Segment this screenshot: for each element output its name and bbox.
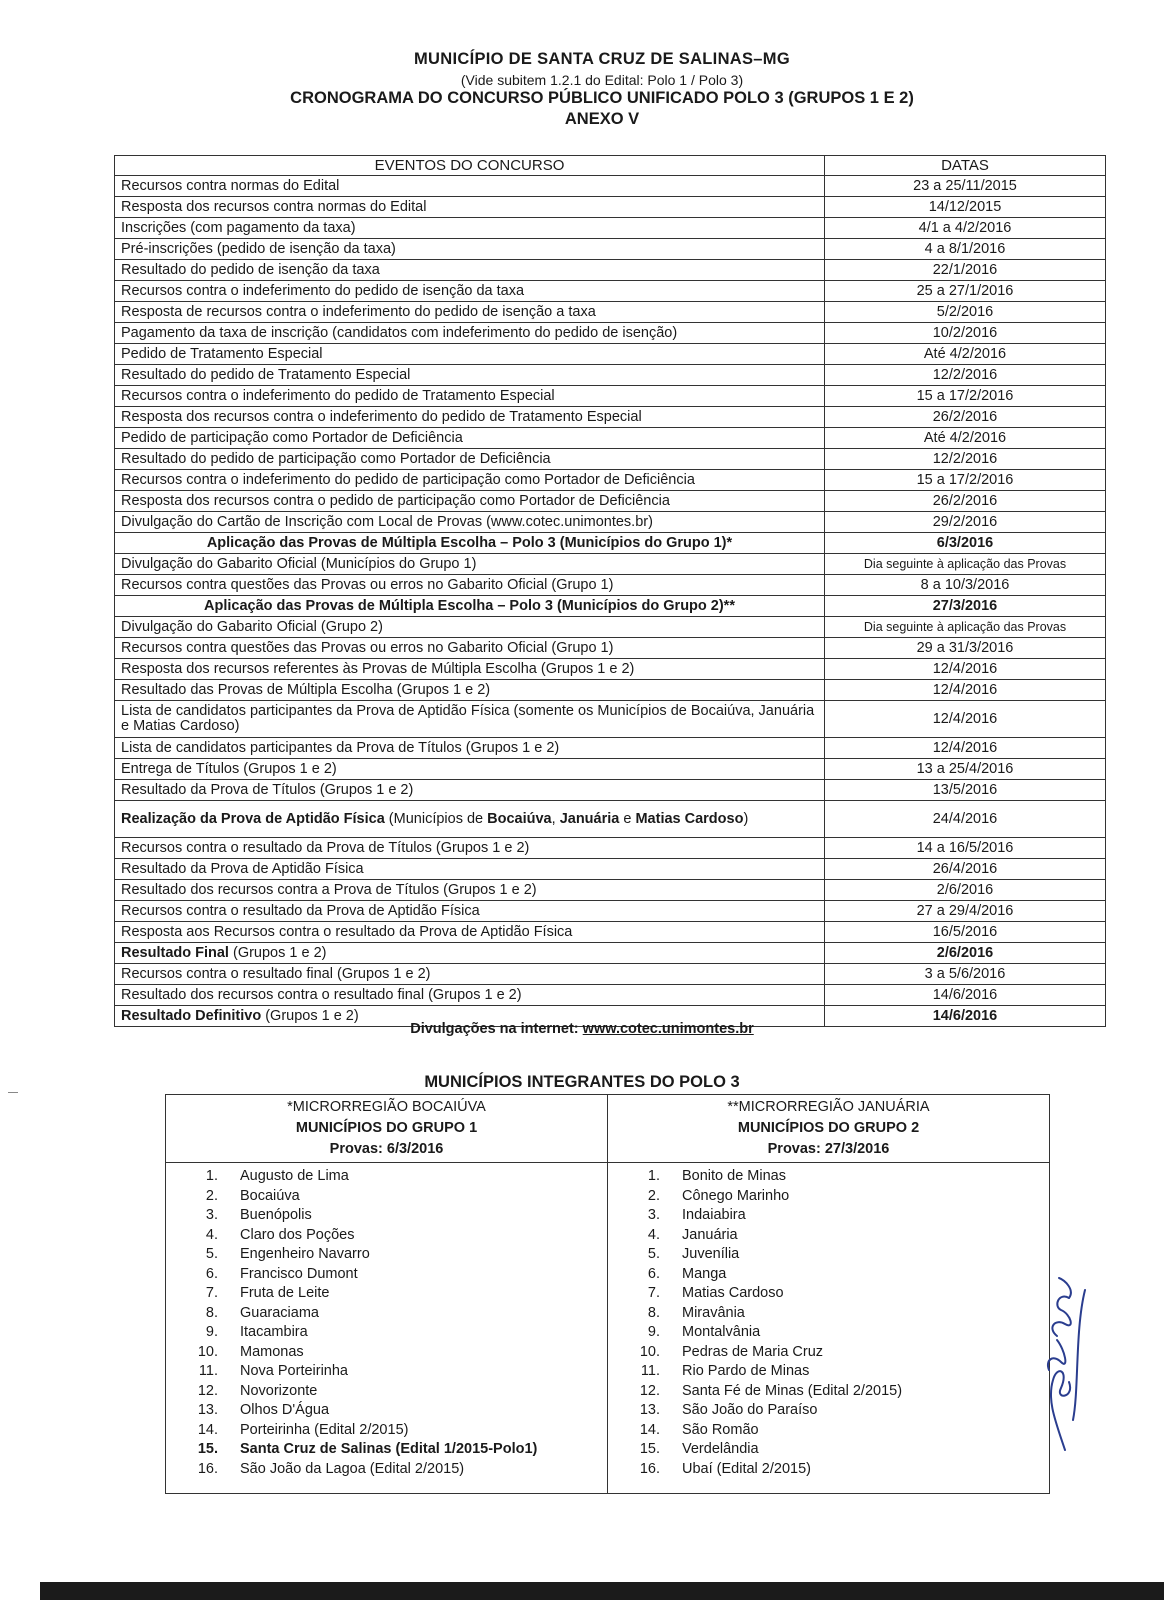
municipality-name: Pedras de Maria Cruz [682, 1343, 824, 1360]
municipality-number: 6. [647, 1265, 660, 1282]
municipality-name: São Romão [682, 1421, 759, 1438]
municipality-item [608, 1187, 1049, 1207]
events-schedule-table [114, 155, 1106, 1027]
schedule-title: CRONOGRAMA DO CONCURSO PÚBLICO UNIFICADO POLO 3 (GRUPOS 1 E 2) [290, 89, 914, 107]
events-table-body [115, 176, 1106, 1027]
event-row [115, 554, 1106, 575]
municipality-item [608, 1401, 1049, 1421]
event-date: 26/2/2016 [825, 491, 1106, 512]
municipality-number: 11. [198, 1363, 218, 1379]
municipality-name: Bonito de Minas [682, 1168, 786, 1184]
signature-drawing [1035, 1270, 1105, 1460]
municipality-number: 5. [205, 1246, 218, 1262]
event-row [115, 880, 1106, 901]
municipality-name: Novorizonte [240, 1382, 318, 1399]
municipality-name: Rio Pardo de Minas [682, 1363, 810, 1379]
event-date: 3 a 5/6/2016 [825, 964, 1106, 985]
event-name-part: (Grupos 1 e 2) [228, 944, 327, 961]
event-date: 12/2/2016 [825, 365, 1106, 386]
event-name: Recursos contra normas do Edital [115, 176, 825, 197]
event-name: Resultado dos recursos contra o resultado final (Grupos 1 e 2) [115, 985, 825, 1006]
municipality-item [166, 1304, 607, 1324]
event-row [115, 323, 1106, 344]
group2-region: **MICRORREGIÃO JANUÁRIA [727, 1099, 930, 1115]
group2-header [608, 1095, 1050, 1163]
event-date: 15 a 17/2/2016 [825, 386, 1106, 407]
municipality-name: Matias Cardoso [682, 1285, 784, 1301]
group1-list [166, 1167, 607, 1479]
group1-exam-date: Provas: 6/3/2016 [329, 1141, 444, 1157]
municipality-name: Nova Porteirinha [240, 1363, 348, 1379]
event-row [115, 838, 1106, 859]
event-name: Divulgação do Gabarito Oficial (Municípios do Grupo 1) [115, 554, 825, 575]
event-name-part: ) [743, 810, 749, 827]
cotec-link[interactable]: www.cotec.unimontes.br [582, 1021, 754, 1037]
municipality-number: 11. [640, 1363, 660, 1379]
municipality-name: São João da Lagoa (Edital 2/2015) [240, 1460, 465, 1477]
event-name: Resposta aos Recursos contra o resultado da Prova de Aptidão Física [115, 922, 825, 943]
municipality-number: 4. [205, 1226, 218, 1243]
event-name: Resultado da Prova de Aptidão Física [115, 859, 825, 880]
municipality-number: 15. [639, 1441, 660, 1457]
event-row [115, 780, 1106, 801]
event-date: 12/4/2016 [825, 680, 1106, 701]
municipality-item [608, 1323, 1049, 1343]
municipality-number: 2. [647, 1187, 660, 1204]
municipality-number: 9. [647, 1324, 660, 1340]
event-name: Resultado do pedido de participação como Portador de Deficiência [115, 449, 825, 470]
municipality-number: 9. [205, 1324, 218, 1340]
event-name-part: Bocaiúva [487, 810, 552, 827]
municipality-item [166, 1440, 607, 1460]
municipality-item [166, 1167, 607, 1187]
municipality-item [166, 1187, 607, 1207]
municipality-item [166, 1265, 607, 1285]
municipality-name: Verdelândia [682, 1441, 759, 1457]
municipality-item [608, 1421, 1049, 1441]
municipality-name: São João do Paraíso [682, 1402, 818, 1418]
event-date: 12/4/2016 [825, 659, 1106, 680]
event-row [115, 365, 1106, 386]
event-row [115, 596, 1106, 617]
event-row [115, 943, 1106, 964]
event-date: 8 a 10/3/2016 [825, 575, 1106, 596]
municipality-name: Ubaí (Edital 2/2015) [682, 1460, 811, 1477]
municipality-item [608, 1206, 1049, 1226]
municipality-number: 14. [197, 1421, 218, 1438]
event-date: 6/3/2016 [825, 533, 1106, 554]
event-name-part: (Grupos 1 e 2) [261, 1007, 359, 1024]
municipality-name: Manga [682, 1265, 727, 1282]
event-date: 14 a 16/5/2016 [825, 838, 1106, 859]
municipality-number: 13. [639, 1402, 660, 1418]
event-name: Recursos contra questões das Provas ou erros no Gabarito Oficial (Grupo 1) [115, 575, 825, 596]
event-name: Entrega de Títulos (Grupos 1 e 2) [115, 759, 825, 780]
event-date: 4 a 8/1/2016 [825, 239, 1106, 260]
municipality-name: Juvenília [682, 1246, 740, 1262]
event-name: Recursos contra o resultado da Prova de Aptidão Física [115, 901, 825, 922]
event-name: Aplicação das Provas de Múltipla Escolha – Polo 3 (Municípios do Grupo 2)** [115, 596, 825, 617]
municipality-item [608, 1265, 1049, 1285]
event-row [115, 964, 1106, 985]
event-date: 10/2/2016 [825, 323, 1106, 344]
group1-list-cell [166, 1163, 608, 1494]
municipality-number: 14. [639, 1421, 660, 1438]
event-date: 23 a 25/11/2015 [825, 176, 1106, 197]
municipality-name: Santa Cruz de Salinas (Edital 1/2015-Polo1) [240, 1441, 538, 1457]
event-date: 4/1 a 4/2/2016 [825, 218, 1106, 239]
event-row [115, 922, 1106, 943]
event-date: 26/2/2016 [825, 407, 1106, 428]
event-name-part: e [619, 810, 636, 827]
municipalities-title: MUNICÍPIOS INTEGRANTES DO POLO 3 [424, 1073, 740, 1091]
municipality-number: 16. [639, 1460, 660, 1477]
event-date: Dia seguinte à aplicação das Provas [825, 617, 1106, 638]
event-row [115, 302, 1106, 323]
dates-column-header: DATAS [825, 156, 1106, 176]
event-name: Pedido de Tratamento Especial [115, 344, 825, 365]
municipality-name: Porteirinha (Edital 2/2015) [240, 1421, 409, 1438]
event-date: 24/4/2016 [825, 801, 1106, 838]
municipality-name: Fruta de Leite [240, 1285, 330, 1301]
event-row [115, 512, 1106, 533]
municipality-name: Itacambira [240, 1324, 308, 1340]
municipality-name: Januária [682, 1226, 738, 1243]
municipality-name: Olhos D'Água [240, 1402, 330, 1418]
event-name: Resposta de recursos contra o indeferimento do pedido de isenção a taxa [115, 302, 825, 323]
event-row [115, 386, 1106, 407]
event-row [115, 738, 1106, 759]
event-name-part: Matias Cardoso [635, 810, 744, 827]
event-row [115, 218, 1106, 239]
municipality-name: Augusto de Lima [240, 1168, 349, 1184]
event-row [115, 260, 1106, 281]
municipality-name: Santa Fé de Minas (Edital 2/2015) [682, 1382, 903, 1399]
events-table-header [115, 156, 1106, 176]
event-row [115, 344, 1106, 365]
event-date: 2/6/2016 [825, 943, 1106, 964]
municipality-number: 10. [639, 1343, 660, 1360]
municipality-item [166, 1284, 607, 1304]
handwritten-signature [1035, 1270, 1105, 1465]
event-date: 12/2/2016 [825, 449, 1106, 470]
event-date: 13 a 25/4/2016 [825, 759, 1106, 780]
municipality-item [166, 1421, 607, 1441]
municipality-number: 2. [205, 1187, 218, 1204]
event-date: 2/6/2016 [825, 880, 1106, 901]
municipality-item [608, 1460, 1049, 1480]
municipality-number: 13. [197, 1402, 218, 1418]
event-name-part: (Municípios de [384, 810, 488, 827]
municipality-item [166, 1362, 607, 1382]
municipalities-table [165, 1094, 1050, 1494]
document-header [0, 50, 1164, 129]
event-name-part: Resultado Final [121, 944, 229, 961]
municipality-number: 6. [205, 1265, 218, 1282]
event-date: 22/1/2016 [825, 260, 1106, 281]
municipality-number: 16. [197, 1460, 218, 1477]
event-date: 14/12/2015 [825, 197, 1106, 218]
event-row [115, 491, 1106, 512]
event-name: Recursos contra o indeferimento do pedido de Tratamento Especial [115, 386, 825, 407]
event-name-part: , [551, 810, 560, 827]
edital-reference: (Vide subitem 1.2.1 do Edital: Polo 1 / Polo 3) [460, 72, 744, 88]
internet-notice [0, 1021, 1164, 1037]
municipality-item [166, 1226, 607, 1246]
municipality-item [608, 1284, 1049, 1304]
event-name: Recursos contra o resultado da Prova de Títulos (Grupos 1 e 2) [115, 838, 825, 859]
event-name: Recursos contra o indeferimento do pedido de isenção da taxa [115, 281, 825, 302]
event-name: Resultado da Prova de Títulos (Grupos 1 e 2) [115, 780, 825, 801]
event-name-part: Realização da Prova de Aptidão Física [121, 810, 385, 827]
annex-label: ANEXO V [564, 110, 640, 128]
municipality-item [166, 1460, 607, 1480]
event-date: 16/5/2016 [825, 922, 1106, 943]
event-row [115, 638, 1106, 659]
event-date: 5/2/2016 [825, 302, 1106, 323]
municipality-title: MUNICÍPIO DE SANTA CRUZ DE SALINAS–MG [414, 50, 790, 68]
municipality-number: 12. [197, 1382, 218, 1399]
municipality-item [166, 1382, 607, 1402]
event-name: Recursos contra o indeferimento do pedido de participação como Portador de Deficiência [115, 470, 825, 491]
municipality-item [166, 1343, 607, 1363]
event-name: Resultado das Provas de Múltipla Escolha (Grupos 1 e 2) [115, 680, 825, 701]
event-row [115, 859, 1106, 880]
event-name [115, 943, 825, 964]
municipality-name: Montalvânia [682, 1324, 761, 1340]
event-date: Dia seguinte à aplicação das Provas [825, 554, 1106, 575]
event-date: 14/6/2016 [825, 985, 1106, 1006]
municipality-name: Bocaiúva [240, 1187, 300, 1204]
group2-list [608, 1167, 1049, 1479]
event-name: Resposta dos recursos contra normas do Edital [115, 197, 825, 218]
municipality-number: 12. [639, 1382, 660, 1399]
municipality-item [608, 1167, 1049, 1187]
event-date: 13/5/2016 [825, 780, 1106, 801]
event-row [115, 407, 1106, 428]
event-name: Resposta dos recursos contra o pedido de participação como Portador de Deficiência [115, 491, 825, 512]
event-date: 27/3/2016 [825, 596, 1106, 617]
event-row [115, 901, 1106, 922]
event-name: Resposta dos recursos referentes às Provas de Múltipla Escolha (Grupos 1 e 2) [115, 659, 825, 680]
municipality-item [166, 1206, 607, 1226]
municipality-name: Guaraciama [240, 1304, 319, 1321]
municipality-item [608, 1343, 1049, 1363]
municipality-number: 3. [205, 1207, 218, 1223]
municipality-item [608, 1226, 1049, 1246]
event-date: 27 a 29/4/2016 [825, 901, 1106, 922]
group2-exam-date: Provas: 27/3/2016 [767, 1141, 890, 1157]
municipality-number: 1. [205, 1168, 218, 1184]
municipality-number: 8. [205, 1304, 218, 1321]
event-row [115, 239, 1106, 260]
event-name: Lista de candidatos participantes da Prova de Aptidão Física (somente os Municípios de Bocaiúva, Januária e Matias Cardoso) [115, 701, 825, 738]
municipality-item [608, 1382, 1049, 1402]
event-name: Aplicação das Provas de Múltipla Escolha – Polo 3 (Municípios do Grupo 1)* [115, 533, 825, 554]
scan-bottom-edge [40, 1582, 1164, 1600]
municipality-item [608, 1362, 1049, 1382]
event-date: 12/4/2016 [825, 738, 1106, 759]
event-row [115, 428, 1106, 449]
municipality-item [166, 1245, 607, 1265]
event-name: Resposta dos recursos contra o indeferimento do pedido de Tratamento Especial [115, 407, 825, 428]
event-name: Lista de candidatos participantes da Prova de Títulos (Grupos 1 e 2) [115, 738, 825, 759]
municipality-name: Francisco Dumont [240, 1265, 358, 1282]
municipality-item [166, 1401, 607, 1421]
event-row [115, 701, 1106, 738]
municipality-number: 7. [205, 1285, 218, 1301]
event-row [115, 575, 1106, 596]
event-row [115, 659, 1106, 680]
event-date: 12/4/2016 [825, 701, 1106, 738]
municipality-item [166, 1323, 607, 1343]
event-date: 14/6/2016 [825, 1006, 1106, 1027]
event-date: 29 a 31/3/2016 [825, 638, 1106, 659]
internet-notice-label: Divulgações na internet: [410, 1021, 583, 1037]
event-name: Resultado dos recursos contra a Prova de Títulos (Grupos 1 e 2) [115, 880, 825, 901]
event-row [115, 197, 1106, 218]
event-row [115, 985, 1106, 1006]
municipality-name: Mamonas [240, 1343, 304, 1360]
municipality-name: Indaiabira [682, 1207, 746, 1223]
municipality-number: 10. [197, 1343, 218, 1360]
event-date: 25 a 27/1/2016 [825, 281, 1106, 302]
municipality-number: 7. [647, 1285, 660, 1301]
event-row [115, 470, 1106, 491]
event-name: Pagamento da taxa de inscrição (candidatos com indeferimento do pedido de isenção) [115, 323, 825, 344]
group2-label: MUNICÍPIOS DO GRUPO 2 [737, 1120, 920, 1136]
group2-list-cell [608, 1163, 1050, 1494]
event-name-part: Resultado Definitivo [121, 1007, 262, 1024]
event-name: Pedido de participação como Portador de Deficiência [115, 428, 825, 449]
group1-region: *MICRORREGIÃO BOCAIÚVA [287, 1099, 486, 1115]
event-name: Pré-inscrições (pedido de isenção da taxa) [115, 239, 825, 260]
event-name: Recursos contra questões das Provas ou erros no Gabarito Oficial (Grupo 1) [115, 638, 825, 659]
municipality-number: 4. [647, 1226, 660, 1243]
event-date: 29/2/2016 [825, 512, 1106, 533]
event-name-part: Januária [559, 810, 620, 827]
event-name [115, 801, 825, 838]
event-date: Até 4/2/2016 [825, 344, 1106, 365]
event-name: Resultado do pedido de isenção da taxa [115, 260, 825, 281]
event-row [115, 801, 1106, 838]
municipality-number: 15. [197, 1441, 218, 1457]
municipality-number: 8. [647, 1304, 660, 1321]
municipality-number: 3. [647, 1207, 660, 1223]
municipality-number: 5. [647, 1246, 660, 1262]
municipality-number: 1. [647, 1168, 660, 1184]
municipality-name: Claro dos Poções [240, 1226, 355, 1243]
event-name: Inscrições (com pagamento da taxa) [115, 218, 825, 239]
municipality-item [608, 1304, 1049, 1324]
scan-mark [8, 1092, 18, 1093]
group1-header [166, 1095, 608, 1163]
event-name: Divulgação do Gabarito Oficial (Grupo 2) [115, 617, 825, 638]
event-row [115, 176, 1106, 197]
event-name: Resultado do pedido de Tratamento Especial [115, 365, 825, 386]
event-row [115, 533, 1106, 554]
municipality-name: Engenheiro Navarro [240, 1246, 370, 1262]
event-date: 15 a 17/2/2016 [825, 470, 1106, 491]
event-name: Recursos contra o resultado final (Grupos 1 e 2) [115, 964, 825, 985]
event-date: 26/4/2016 [825, 859, 1106, 880]
municipality-item [608, 1440, 1049, 1460]
municipality-name: Buenópolis [240, 1207, 312, 1223]
event-name: Divulgação do Cartão de Inscrição com Local de Provas (www.cotec.unimontes.br) [115, 512, 825, 533]
event-row [115, 281, 1106, 302]
event-row [115, 680, 1106, 701]
event-row [115, 617, 1106, 638]
municipality-name: Cônego Marinho [682, 1187, 790, 1204]
event-date: Até 4/2/2016 [825, 428, 1106, 449]
group1-label: MUNICÍPIOS DO GRUPO 1 [295, 1120, 478, 1136]
municipality-name: Miravânia [682, 1304, 745, 1321]
event-row [115, 759, 1106, 780]
event-row [115, 449, 1106, 470]
municipality-item [608, 1245, 1049, 1265]
events-column-header: EVENTOS DO CONCURSO [115, 156, 825, 176]
